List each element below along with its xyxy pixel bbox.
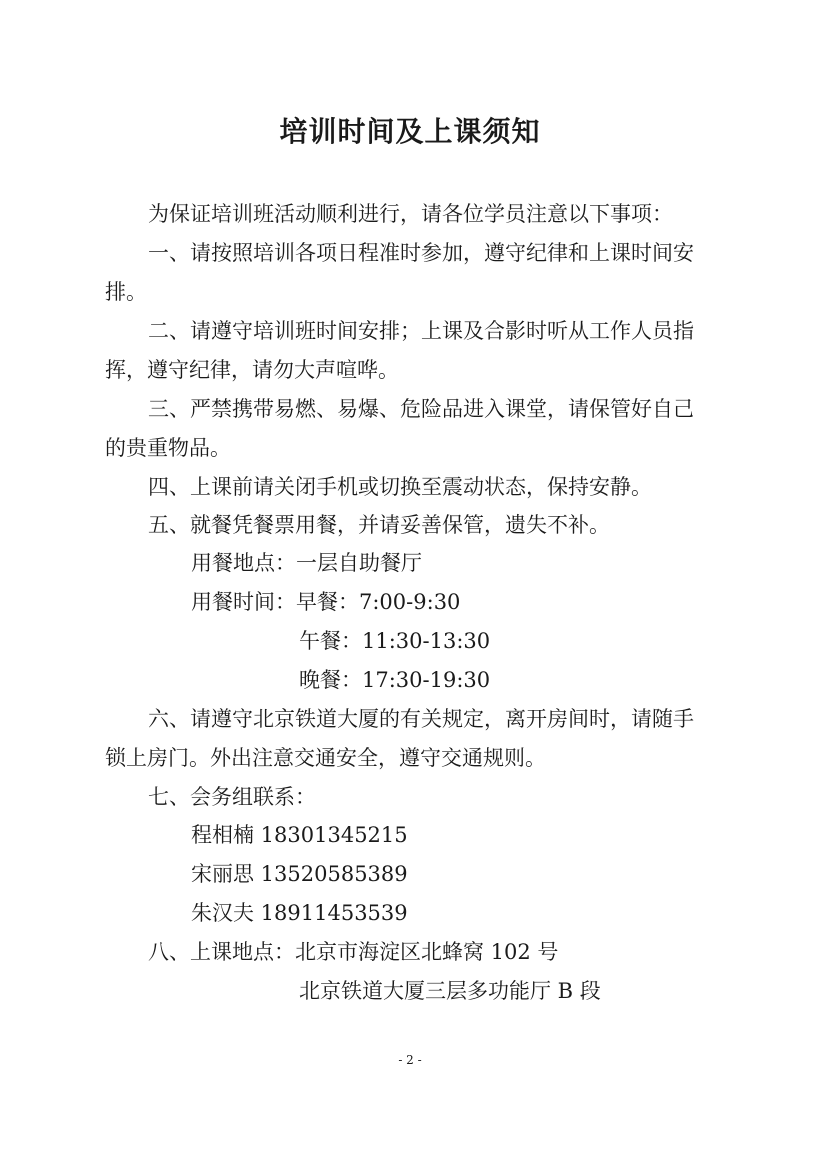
item-5: 五、就餐凭餐票用餐，并请妥善保管，遗失不补。 [148, 513, 610, 537]
meal-place: 用餐地点：一层自助餐厅 [191, 551, 422, 575]
meal-time-dinner: 晚餐：17:30-19:30 [299, 668, 491, 692]
item-1-line-1: 一、请按照培训各项日程准时参加，遵守纪律和上课时间安 [148, 241, 694, 265]
item-3-line-2: 的贵重物品。 [105, 436, 231, 460]
item-2-line-1: 二、请遵守培训班时间安排；上课及合影时听从工作人员指 [148, 319, 694, 343]
item-3-line-1: 三、严禁携带易燃、易爆、危险品进入课堂，请保管好自己 [148, 397, 694, 421]
contact-3: 朱汉夫 18911453539 [191, 901, 408, 925]
contact-1: 程相楠 18301345215 [191, 823, 408, 847]
meal-time-breakfast: 用餐时间：早餐：7:00-9:30 [191, 590, 461, 614]
item-6-line-2: 锁上房门。外出注意交通安全，遵守交通规则。 [105, 746, 546, 770]
item-6-line-1: 六、请遵守北京铁道大厦的有关规定，离开房间时，请随手 [148, 707, 694, 731]
item-7: 七、会务组联系： [148, 785, 316, 809]
item-1-line-2: 排。 [105, 280, 147, 304]
item-8-line-2: 北京铁道大厦三层多功能厅 B 段 [299, 979, 601, 1003]
contact-2: 宋丽思 13520585389 [191, 862, 408, 886]
intro-text: 为保证培训班活动顺利进行，请各位学员注意以下事项： [148, 202, 673, 226]
page-title: 培训时间及上课须知 [279, 115, 541, 148]
item-2-line-2: 挥，遵守纪律，请勿大声喧哗。 [105, 358, 399, 382]
item-4: 四、上课前请关闭手机或切换至震动状态，保持安静。 [148, 475, 652, 499]
item-8-line-1: 八、上课地点：北京市海淀区北蜂窝 102 号 [148, 940, 559, 964]
page-number: - 2 - [398, 1053, 422, 1067]
meal-time-lunch: 午餐：11:30-13:30 [299, 629, 491, 653]
